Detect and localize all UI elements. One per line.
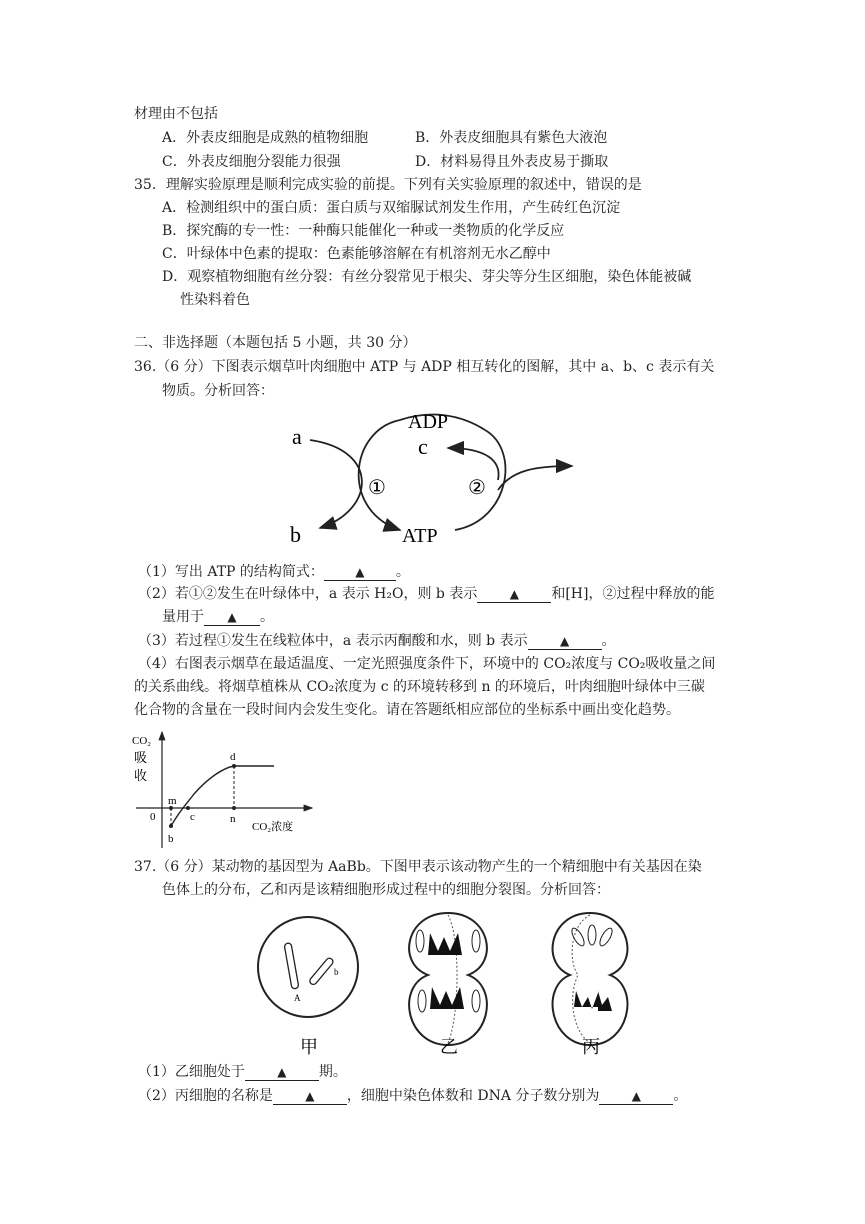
cell-yi [409, 913, 487, 1045]
q35-stem: 35．理解实验原理是顺利完成实验的前提。下列有关实验原理的叙述中，错误的是 [134, 177, 642, 193]
answer-blank[interactable]: ▲ [204, 609, 260, 626]
label-jia: 甲 [300, 1037, 318, 1057]
gene-label-a: A [294, 993, 301, 1003]
q37-sub2: （2）丙细胞的名称是 ▲ ，细胞中染色体数和 DNA 分子数分别为 ▲ 。 [138, 1088, 688, 1104]
label-adp: ADP [408, 411, 449, 433]
energy-out-arrow [498, 466, 572, 490]
graph-ylabel-1: CO₂ [132, 735, 152, 747]
a-to-b-arrow [310, 440, 362, 528]
q37-sub1: （1）乙细胞处于 ▲ 期。 [138, 1064, 347, 1080]
graph-point-b: b [168, 833, 174, 845]
graph-point-m: m [168, 795, 177, 807]
q36-sub4-l3: 化合物的含量在一段时间内会发生变化。请在答题纸相应部位的坐标系中画出变化趋势。 [134, 702, 680, 718]
q34-option-a: A．外表皮细胞是成熟的植物细胞 [162, 130, 369, 146]
cell-division-figure [250, 905, 650, 1060]
answer-blank[interactable]: ▲ [599, 1088, 673, 1105]
q35-option-c: C．叶绿体中色素的提取：色素能够溶解在有机溶剂无水乙醇中 [162, 246, 551, 262]
answer-blank[interactable]: ▲ [528, 633, 602, 650]
q34-stem-tail: 材理由不包括 [134, 106, 218, 122]
q36-sub4-l2: 的关系曲线。将烟草植株从 CO₂浓度为 c 的环境转移到 n 的环境后，叶肉细胞叶绿体中三碳 [134, 679, 705, 695]
graph-origin: 0 [150, 811, 156, 823]
q35-option-b: B．探究酶的专一性：一种酶只能催化一种或一类物质的化学反应 [162, 223, 565, 239]
label-yi: 乙 [440, 1037, 458, 1057]
answer-blank[interactable]: ▲ [273, 1088, 347, 1105]
co2-absorption-graph [128, 728, 318, 852]
q34-option-d: D．材料易得且外表皮易于撕取 [415, 154, 609, 170]
atp-adp-diagram [280, 400, 600, 550]
label-b: b [290, 522, 301, 547]
response-curve [171, 766, 274, 826]
label-atp: ATP [402, 525, 438, 547]
q34-option-b: B．外表皮细胞具有紫色大液泡 [415, 130, 608, 146]
graph-xlabel: CO₂浓度 [252, 821, 294, 833]
label-bing: 丙 [582, 1037, 600, 1057]
q36-sub3: （3）若过程①发生在线粒体中，a 表示丙酮酸和水，则 b 表示 ▲ 。 [138, 633, 616, 649]
q35-option-a: A．检测组织中的蛋白质：蛋白质与双缩脲试剂发生作用，产生砖红色沉淀 [162, 200, 621, 216]
cell-jia [258, 917, 358, 1017]
answer-blank[interactable]: ▲ [477, 586, 551, 603]
gene-label-b: b [334, 967, 339, 977]
q36-sub4-l1: （4）右图表示烟草在最适温度、一定光照强度条件下，环境中的 CO₂浓度与 CO₂吸收量之间 [138, 656, 716, 672]
label-step-1: ① [368, 477, 386, 499]
q36-sub2-cont: 量用于 ▲ 。 [162, 609, 274, 625]
c-arrow [448, 448, 499, 480]
graph-ylabel-3: 收 [134, 768, 148, 783]
q36-stem: 36.（6 分）下图表示烟草叶肉细胞中 ATP 与 ADP 相互转化的图解，其中 a、b、c 表示有关 [134, 359, 715, 375]
label-step-2: ② [468, 477, 486, 499]
cycle-loop [359, 420, 400, 530]
q34-option-c: C．外表皮细胞分裂能力很强 [162, 154, 341, 170]
graph-point-c: c [190, 811, 195, 823]
graph-ylabel-2: 吸 [134, 750, 148, 765]
q35-option-d-cont: 性染料着色 [180, 292, 250, 308]
graph-point-d: d [230, 751, 236, 763]
q36-sub1: （1）写出 ATP 的结构简式： ▲ 。 [138, 564, 410, 580]
answer-blank[interactable]: ▲ [245, 1064, 319, 1081]
cell-bing [553, 913, 628, 1045]
label-c: c [418, 434, 428, 459]
answer-blank[interactable]: ▲ [324, 564, 396, 581]
label-a: a [292, 424, 302, 449]
q36-stem-cont: 物质。分析回答： [162, 383, 274, 399]
q35-option-d: D．观察植物细胞有丝分裂：有丝分裂常见于根尖、芽尖等分生区细胞，染色体能被碱 [162, 269, 692, 285]
q37-stem: 37.（6 分）某动物的基因型为 AaBb。下图甲表示该动物产生的一个精细胞中有关基因在染 [134, 859, 702, 875]
q37-stem-cont: 色体上的分布，乙和丙是该精细胞形成过程中的细胞分裂图。分析回答： [162, 882, 610, 898]
section-heading: 二、非选择题（本题包括 5 小题，共 30 分） [134, 335, 417, 351]
graph-point-n: n [230, 813, 236, 825]
q36-sub2: （2）若①②发生在叶绿体中，a 表示 H₂O，则 b 表示 ▲ 和[H]，②过程中释放的能 [138, 586, 715, 602]
